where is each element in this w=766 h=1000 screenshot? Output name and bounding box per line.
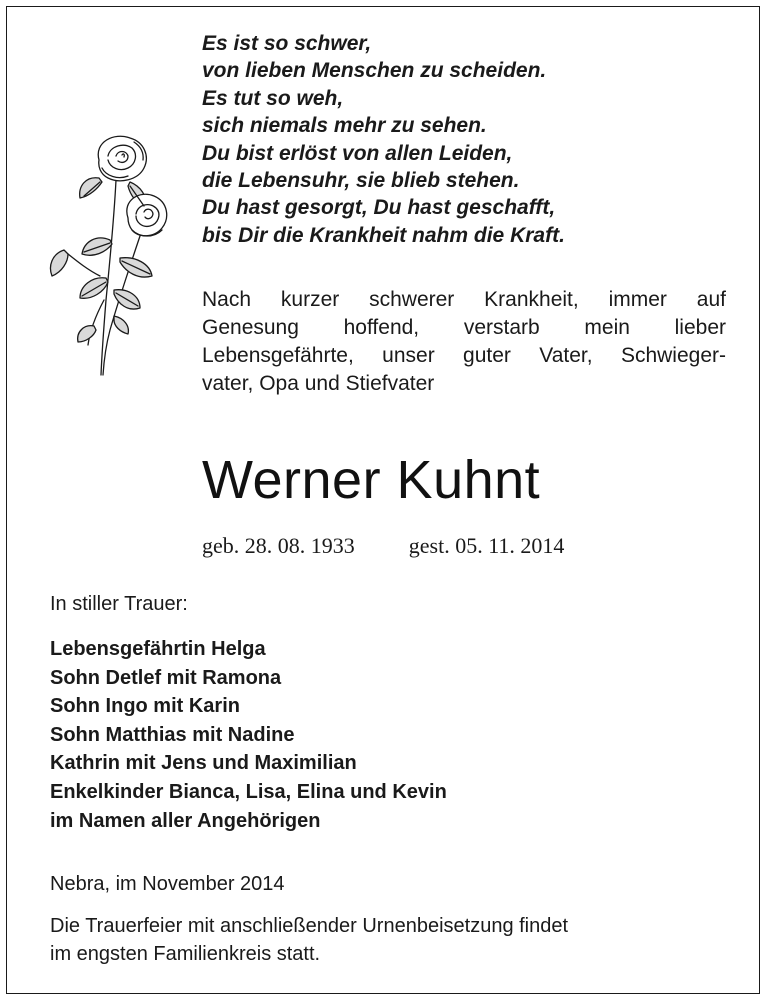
birth-date: geb. 28. 08. 1933	[202, 533, 355, 558]
poem-line: die Lebensuhr, sie blieb stehen.	[202, 169, 520, 193]
intro-line: vater, Opa und Stiefvater	[202, 372, 435, 395]
funeral-line: Die Trauerfeier mit anschließender Urnenbeisetzung findet	[50, 915, 569, 937]
poem	[202, 30, 722, 249]
poem-line: Es ist so schwer,	[202, 32, 372, 55]
mourner-line: Sohn Matthias mit Nadine	[50, 723, 295, 746]
death-date: gest. 05. 11. 2014	[408, 533, 565, 558]
intro-line: Lebensgefährte, unser guter Vater, Schwieger-	[202, 344, 726, 367]
intro-line: Nach kurzer schwerer Krankheit, immer auf	[202, 288, 726, 311]
intro-text	[202, 286, 726, 398]
life-dates	[202, 530, 564, 562]
intro-line: Genesung hoffend, verstarb mein lieber	[202, 316, 726, 339]
rose-icon	[44, 130, 174, 390]
mourning-label: In stiller Trauer:	[50, 593, 188, 615]
mourner-line: Sohn Detlef mit Ramona	[50, 666, 282, 689]
funeral-note	[50, 912, 720, 968]
poem-line: sich niemals mehr zu sehen.	[202, 114, 487, 138]
mourner-line: Enkelkinder Bianca, Lisa, Elina und Kevin	[50, 780, 447, 803]
poem-line: Es tut so weh,	[202, 86, 344, 110]
poem-line: Du hast gesorgt, Du hast geschafft,	[202, 196, 556, 220]
mourner-line: im Namen aller Angehörigen	[50, 809, 321, 832]
place-date: Nebra, im November 2014	[50, 873, 285, 895]
mourner-line: Sohn Ingo mit Karin	[50, 695, 240, 718]
poem-line: von lieben Menschen zu scheiden.	[202, 59, 547, 83]
funeral-line: im engsten Familienkreis statt.	[50, 943, 321, 965]
mourners-list	[50, 635, 447, 835]
deceased-name: Werner Kuhnt	[202, 450, 541, 510]
poem-line: bis Dir die Krankheit nahm die Kraft.	[202, 223, 565, 247]
mourner-line: Kathrin mit Jens und Maximilian	[50, 752, 357, 775]
mourner-line: Lebensgefährtin Helga	[50, 638, 266, 660]
poem-line: Du bist erlöst von allen Leiden,	[202, 141, 513, 165]
